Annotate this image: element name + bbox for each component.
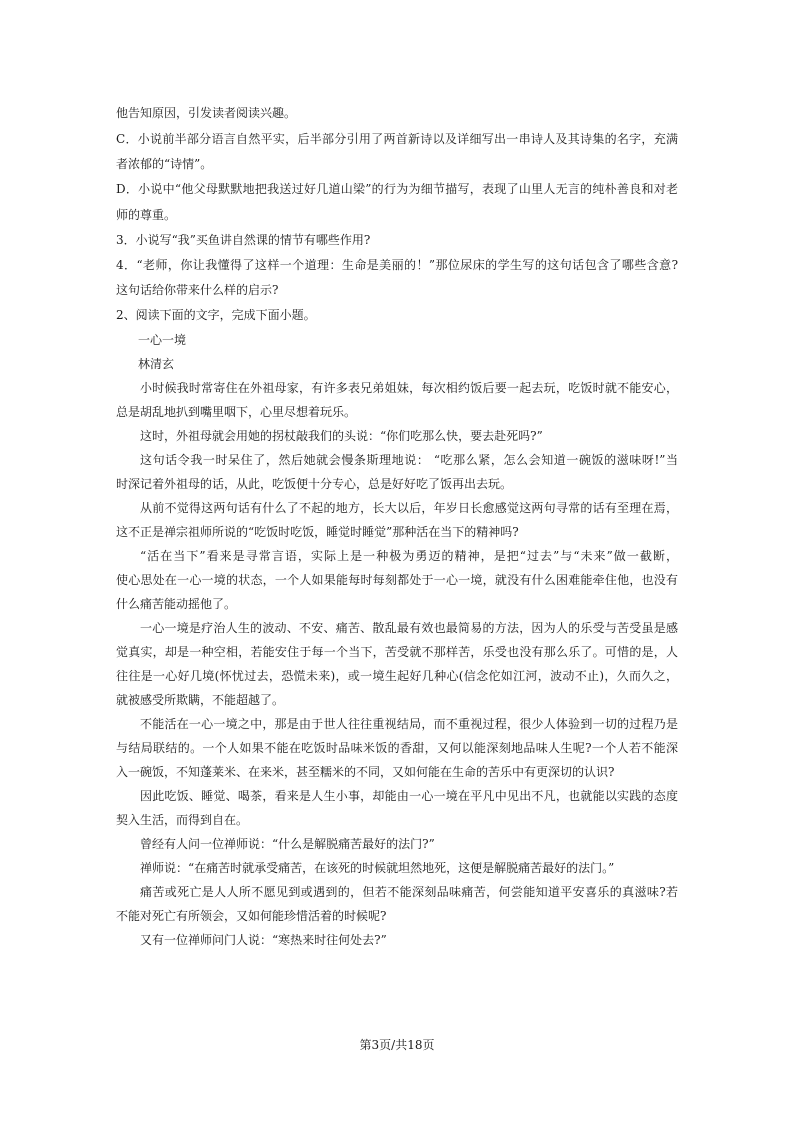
- paragraph-line: 与结局联结的。一个人如果不能在吃饭时品味米饭的香甜，又何以能深刻地品味人生呢?一个人若不能深: [116, 741, 678, 755]
- paragraph-line: 觉真实，却是一种空相，若能安住于每一个当下，苦受就不那样苦，乐受也没有那么乐了。可惜的是，人: [116, 645, 678, 659]
- paragraph-line: 使心思处在一心一境的状态，一个人如果能每时每刻都处于一心一境，就没有什么困难能牵住他，也没有: [116, 573, 678, 587]
- question-4-line-2: 这句话给你带来什么样的启示?: [116, 283, 279, 297]
- paragraph-line: 痛苦或死亡是人人所不愿见到或遇到的，但若不能深刻品味痛苦，何尝能知道平安喜乐的真滋味?若: [140, 885, 678, 899]
- paragraph-line: “活在当下”看来是寻常言语，实际上是一种极为勇迈的精神，是把“过去”与“未来”做一截断，: [140, 549, 678, 563]
- paragraph-line: 因此吃饭、睡觉、喝茶，看来是人生小事，却能由一心一境在平凡中见出不凡，也就能以实践的态度: [140, 789, 678, 803]
- question-4-line-1: 4．“老师，你让我懂得了这样一个道理：生命是美丽的！”那位尿床的学生写的这句话包含了哪些含意?: [116, 258, 678, 272]
- paragraph-line: 这时，外祖母就会用她的拐杖敲我们的头说：“你们吃那么快，要去赴死吗?”: [140, 429, 543, 443]
- paragraph-line: 禅师说：“在痛苦时就承受痛苦，在该死的时候就坦然地死，这便是解脱痛苦最好的法门。”: [140, 861, 615, 875]
- option-d-line-1: D．小说中“他父母默默地把我送过好几道山梁”的行为为细节描写，表现了山里人无言的纯朴善良和对老: [116, 182, 678, 196]
- paragraph-line: 不能活在一心一境之中，那是由于世人往往重视结局，而不重视过程，很少人体验到一切的过程乃是: [140, 717, 678, 731]
- paragraph-line: 时深记着外祖母的话，从此，吃饭便十分专心，总是好好吃了饭再出去玩。: [116, 477, 513, 491]
- article-title: 一心一境: [138, 333, 187, 347]
- question-3: 3．小说写“我”买鱼讲自然课的情节有哪些作用?: [116, 233, 371, 247]
- paragraph-line: 小时候我时常寄住在外祖母家，有许多表兄弟姐妹，每次相约饭后要一起去玩，吃饭时就不能安心，: [140, 381, 678, 395]
- paragraph-line: 什么痛苦能动摇他了。: [116, 597, 237, 611]
- page-number: 第3页/共18页: [359, 1038, 435, 1052]
- option-c-line-1: C．小说前半部分语言自然平实，后半部分引用了两首新诗以及详细写出一串诗人及其诗集的名字，充满: [116, 132, 678, 146]
- paragraph-line: 契入生活，而得到自在。: [116, 813, 249, 827]
- paragraph-line: 往往是一心好几境(怀忧过去，恐慌未来)，或一境生起好几种心(信念佗如江河，波动不止)，久而久之，: [116, 669, 678, 683]
- paragraph-line: 又有一位禅师问门人说：“寒热来时往何处去?”: [140, 933, 387, 947]
- paragraph-line: 入一碗饭，不知蓬莱米、在来米，甚至糯米的不同，又如何能在生命的苦乐中有更深切的认识?: [116, 765, 615, 779]
- section-2-prompt: 2、阅读下面的文字，完成下面小题。: [116, 308, 316, 322]
- paragraph-line: 曾经有人问一位禅师说：“什么是解脱痛苦最好的法门?”: [140, 837, 435, 851]
- paragraph-line: 就被感受所欺瞒，不能超越了。: [116, 693, 285, 707]
- option-b-tail: 他告知原因，引发读者阅读兴趣。: [116, 106, 297, 120]
- article-author: 林清玄: [138, 357, 175, 371]
- paragraph-line: 这不正是禅宗祖师所说的“吃饭时吃饭，睡觉时睡觉”那种活在当下的精神吗?: [116, 525, 519, 539]
- paragraph-line: 从前不觉得这两句话有什么了不起的地方，长大以后，年岁日长愈感觉这两句寻常的话有至理在焉，: [140, 501, 678, 515]
- paragraph-line: 不能对死亡有所领会，又如何能珍惜活着的时候呢?: [116, 909, 387, 923]
- paragraph-line: 这句话令我一时呆住了，然后她就会慢条斯理地说： “吃那么紧，怎么会知道一碗饭的滋味呀!”当: [140, 453, 678, 467]
- paragraph-line: 总是胡乱地扒到嘴里咽下，心里尽想着玩乐。: [116, 405, 357, 419]
- paragraph-line: 一心一境是疗治人生的波动、不安、痛苦、散乱最有效也最简易的方法，因为人的乐受与苦受虽是感: [140, 621, 678, 635]
- option-c-line-2: 者浓郁的“诗情”。: [116, 157, 213, 171]
- option-d-line-2: 师的尊重。: [116, 208, 177, 222]
